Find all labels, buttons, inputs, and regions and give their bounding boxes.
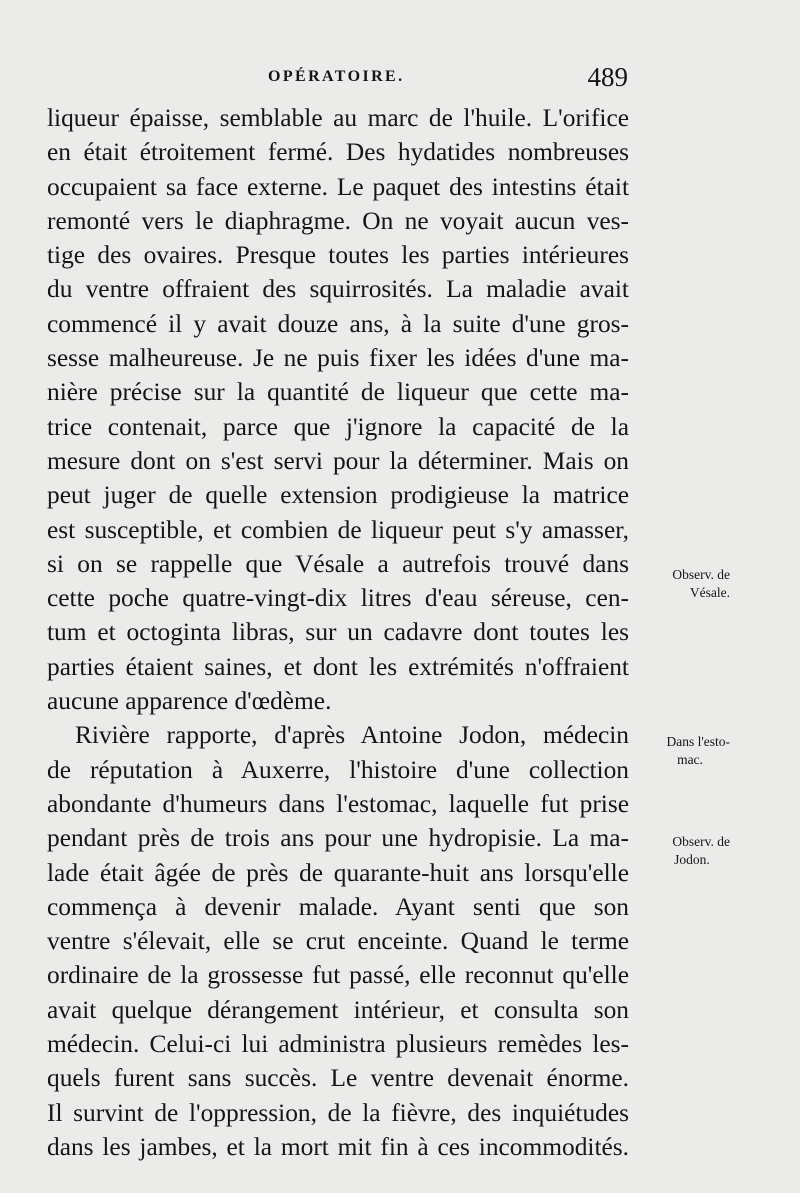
- text-line: du ventre offraient des squirrosités. La maladie avait: [47, 275, 629, 304]
- paragraph-1: [47, 101, 629, 718]
- text-line: de réputation à Auxerre, l'histoire d'une collection: [47, 755, 629, 784]
- margin-note-line: Jodon.: [674, 852, 710, 867]
- text-line: ordinaire de la grossesse fut passé, elle reconnut qu'elle: [47, 961, 629, 990]
- text-line: trice contenait, parce que j'ignore la capacité de la: [47, 412, 629, 441]
- text-line: dans les jambes, et la mort mit fin à ces incommodités.: [47, 1132, 629, 1161]
- margin-note-line: Observ. de: [672, 567, 730, 582]
- text-line: parties étaient saines, et dont les extrémités n'offraient: [47, 652, 629, 681]
- text-line: ventre s'élevait, elle se crut enceinte. Quand le terme: [47, 927, 629, 956]
- text-line: quels furent sans succès. Le ventre devenait énorme.: [47, 1064, 629, 1093]
- text-line: commencé il y avait douze ans, à la suite d'une gros-: [47, 309, 629, 338]
- text-line: avait quelque dérangement intérieur, et consulta son: [47, 995, 629, 1024]
- text-line: pendant près de trois ans pour une hydropisie. La ma-: [47, 824, 629, 853]
- text-line: lade était âgée de près de quarante-huit ans lorsqu'elle: [47, 858, 629, 887]
- text-line: abondante d'humeurs dans l'estomac, laquelle fut prise: [47, 789, 629, 818]
- running-title: OPÉRATOIRE.: [268, 68, 405, 85]
- text-line: commença à devenir malade. Ayant senti que son: [47, 892, 629, 921]
- text-line: occupaient sa face externe. Le paquet des intestins était: [47, 172, 629, 201]
- text-line: mesure dont on s'est servi pour la déterminer. Mais on: [47, 446, 629, 475]
- margin-note-estomac: [620, 733, 730, 769]
- text-line: cette poche quatre-vingt-dix litres d'eau séreuse, cen-: [47, 584, 629, 613]
- margin-note-line: Vésale.: [689, 585, 730, 600]
- text-line: si on se rappelle que Vésale a autrefois trouvé dans: [47, 549, 629, 578]
- page-number: 489: [587, 62, 628, 92]
- margin-note-line: Dans l'esto-: [666, 734, 730, 749]
- text-line: nière précise sur la quantité de liqueur que cette ma-: [47, 378, 629, 407]
- margin-note-line: Observ. de: [672, 834, 730, 849]
- text-line: tum et octoginta libras, sur un cadavre dont toutes les: [47, 618, 629, 647]
- page-header: [268, 62, 628, 96]
- body-text: [47, 101, 629, 1164]
- margin-note-vesale: [620, 566, 730, 602]
- margin-note-jodon: [620, 833, 730, 869]
- text-line: sesse malheureuse. Je ne puis fixer les idées d'une ma-: [47, 344, 629, 373]
- paragraph-2: [47, 718, 629, 1164]
- text-line: peut juger de quelle extension prodigieuse la matrice: [47, 481, 629, 510]
- text-line: remonté vers le diaphragme. On ne voyait aucun ves-: [47, 206, 629, 235]
- text-line: Il survint de l'oppression, de la fièvre, des inquiétudes: [47, 1098, 629, 1127]
- margin-note-line: mac.: [677, 752, 703, 767]
- text-line: liqueur épaisse, semblable au marc de l'huile. L'orifice: [47, 104, 629, 132]
- text-line: tige des ovaires. Presque toutes les parties intérieures: [47, 241, 629, 270]
- text-line: en était étroitement fermé. Des hydatides nombreuses: [47, 138, 629, 167]
- text-line: médecin. Celui-ci lui administra plusieurs remèdes les-: [47, 1030, 629, 1059]
- text-line: aucune apparence d'œdème.: [47, 687, 332, 716]
- text-line: est susceptible, et combien de liqueur peut s'y amasser,: [47, 515, 629, 544]
- text-line: Rivière rapporte, d'après Antoine Jodon, médecin: [75, 721, 629, 750]
